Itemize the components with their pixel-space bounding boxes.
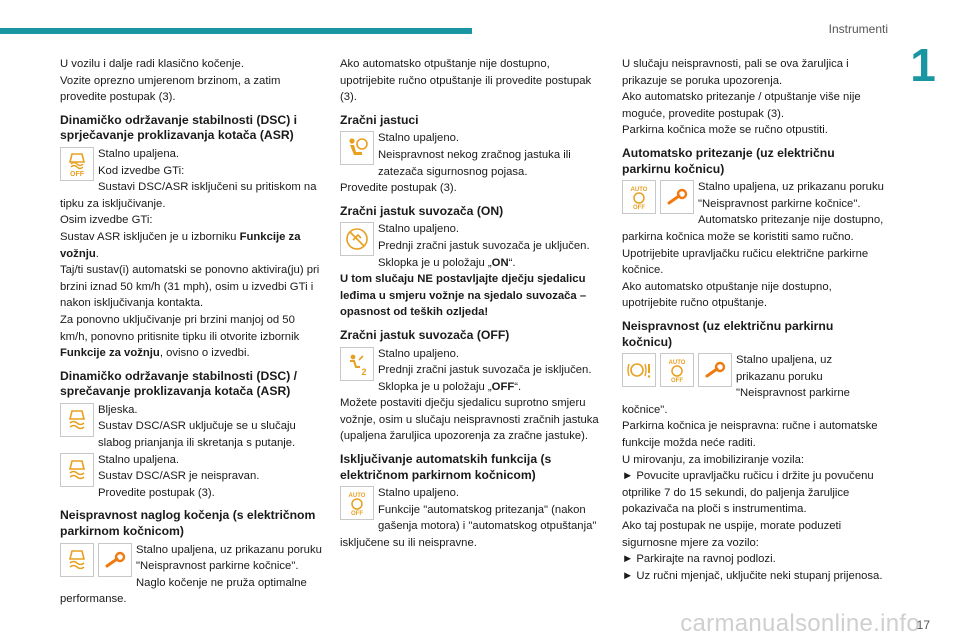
heading-passenger-airbag-off: Zračni jastuk suvozača (OFF) <box>340 327 510 342</box>
text-line: ► Povucite upravljačku ručicu i držite ju povučenu otprilike 7 do 15 sekundi, do paljenja žaruljice pokazivača na ploči s instrumentima. <box>622 470 874 516</box>
paragraph: Vozite oprezno umjerenom brzinom, a zatim provedite postupak (3). <box>60 74 281 104</box>
entry-airbags <box>340 130 606 196</box>
passenger-airbag-off-icon <box>340 347 374 381</box>
text-line: Provedite postupak (3). <box>98 486 215 499</box>
heading-passenger-airbag-on: Zračni jastuk suvozača (ON) <box>340 203 504 218</box>
text-span: Sklopka je u položaju „ <box>378 256 492 269</box>
text-line: Prednji zračni jastuk suvozača je uključen. <box>378 239 590 252</box>
text-span: “. <box>514 380 522 393</box>
entry-dsc-fault <box>60 452 324 502</box>
paragraph: Ako automatsko pritezanje / otpuštanje više nije moguće, provedite postupak (3). <box>622 91 861 120</box>
parking-brake-fault-icon <box>622 353 656 387</box>
bold-text: Funkcije za vožnju <box>60 230 301 260</box>
paragraph: U slučaju neispravnosti, pali se ova žaruljica i prikazuje se poruka upozorenja. <box>622 58 849 87</box>
text-span: Sustav ASR isključen je u izborniku <box>60 230 240 243</box>
text-line: Stalno upaljeno. <box>378 347 460 360</box>
text-line: Prednji zračni jastuk suvozača je isključen. <box>378 364 592 377</box>
wrench-icon <box>98 543 132 577</box>
text-line: Možete postaviti dječju sjedalicu suprotno smjeru vožnje, osim u slučaju neispravnosti zračnih jastuka (upaljena žaruljica upozorenja za zračne jastuke). <box>340 397 599 443</box>
text-line <box>340 379 606 396</box>
auto-label: AUTO <box>630 187 648 194</box>
text-line: Osim izvedbe GTi: <box>60 214 153 227</box>
heading-auto-functions-off: Isključivanje automatskih funkcija (s električnom parkirnom kočnicom) <box>340 452 552 482</box>
text-line: Funkcije "automatskog pritezanja" (nakon gašenja motora) i "automatskog otpuštanja" isključene su ili neispravne. <box>340 503 597 550</box>
text-line <box>60 229 324 262</box>
entry-auto-apply <box>622 179 884 312</box>
wrench-icon <box>660 180 694 214</box>
text-line <box>60 312 324 362</box>
header-accent-bar <box>0 28 472 34</box>
esp-off-icon <box>60 147 94 181</box>
esp-icon <box>60 453 94 487</box>
bold-text: Funkcije za vožnju <box>60 347 160 360</box>
text-span: Za ponovno uključivanje pri brzini manjoj od 50 km/h, ponovno pritisnite tipku ili otvorite izbornik <box>60 313 300 343</box>
esp-icon <box>60 403 94 437</box>
off-label: OFF <box>70 170 84 177</box>
wrench-icon <box>698 353 732 387</box>
text-line: Ako automatsko otpuštanje nije dostupno, upotrijebite ručno otpuštanje. <box>622 280 832 310</box>
off-label: OFF <box>671 378 683 384</box>
chapter-number: 1 <box>910 39 936 91</box>
section-title: Instrumenti <box>828 22 888 36</box>
warning-text <box>340 271 606 321</box>
text-line: Stalno upaljena, uz prikazanu poruku "Neispravnost parkirne kočnice". <box>136 543 322 573</box>
text-line: Kod izvedbe GTi: <box>98 164 185 177</box>
text-line: Stalno upaljeno. <box>378 132 460 145</box>
text-span: . <box>95 247 99 260</box>
bold-text: U tom slučaju NE postavljajte dječju sjedalicu leđima u smjeru vožnje na sjedalo suvozača – opasnost od teških ozljeda! <box>340 273 587 319</box>
text-line: Stalno upaljena. <box>98 147 180 160</box>
text-line: Sustav DSC/ASR je neispravan. <box>98 470 260 483</box>
text-line: Stalno upaljena, uz prikazanu poruku "Neispravnost parkirne kočnice". <box>622 354 850 416</box>
text-line: ► Uz ručni mjenjač, uključite neki stupanj prijenosa. <box>622 569 883 582</box>
text-span: , ovisno o izvedbi. <box>159 347 250 360</box>
text-line: Taj/ti sustav(i) automatski se ponovno aktivira(ju) pri brzini iznad 50 km/h (31 mph), osim u izvedbi GTi i nakon isključivanja kontakta. <box>60 264 320 310</box>
entry-parking-brake-fault <box>622 352 884 584</box>
auto-label: AUTO <box>348 493 366 500</box>
auto-brake-off-icon <box>340 486 374 520</box>
text-line: Neispravnost nekog zračnog jastuka ili zatezača sigurnosnog pojasa. <box>378 148 571 178</box>
page-number: 17 <box>916 618 930 632</box>
entry-passenger-airbag-on <box>340 221 606 321</box>
text-line: Sustavi DSC/ASR isključeni su pritiskom na tipku za isključivanje. <box>60 181 317 210</box>
text-line: Sustav DSC/ASR uključuje se u slučaju slabog prianjanja ili skretanja s putanje. <box>98 420 296 450</box>
column-1 <box>60 56 324 608</box>
entry-dsc-off <box>60 146 324 362</box>
column-3 <box>622 56 884 584</box>
text-line: Stalno upaljeno. <box>378 487 460 500</box>
auto-brake-off-icon <box>660 353 694 387</box>
entry-auto-functions-off <box>340 485 606 551</box>
text-line: Provedite postupak (3). <box>340 182 457 195</box>
watermark: carmanualsonline.info <box>680 610 920 637</box>
off-label: OFF <box>351 511 363 517</box>
bold-text: ON <box>491 256 509 269</box>
auto-brake-off-icon <box>622 180 656 214</box>
column-2 <box>340 56 606 552</box>
airbag-icon <box>340 131 374 165</box>
digit-label: 2 <box>361 366 367 377</box>
text-line: Upotrijebite upravljačku ručicu električne parkirne kočnice. <box>622 247 869 277</box>
entry-brake-fault <box>60 542 324 608</box>
text-span: “. <box>508 256 516 269</box>
text-line: Ako taj postupak ne uspije, morate poduzeti sigurnosne mjere za vozilo: <box>622 520 842 549</box>
text-line: Automatsko pritezanje nije dostupno, parkirna kočnica može se koristiti samo ručno. <box>622 214 884 243</box>
heading-auto-apply: Automatsko pritezanje (uz električnu parkirnu kočnicu) <box>622 145 835 176</box>
text-line: Naglo kočenje ne pruža optimalne performanse. <box>60 576 307 606</box>
text-line: Stalno upaljeno. <box>378 223 460 236</box>
paragraph: Parkirna kočnica može se ručno otpustiti. <box>622 124 828 137</box>
passenger-airbag-on-icon <box>340 222 374 256</box>
bold-text: OFF <box>491 380 515 393</box>
heading-parking-brake-fault: Neispravnost (uz električnu parkirnu kočnicu) <box>622 318 834 349</box>
esp-icon <box>60 543 94 577</box>
text-line: U mirovanju, za imobiliziranje vozila: <box>622 453 805 466</box>
entry-dsc-blink <box>60 402 324 452</box>
text-line: Stalno upaljena, uz prikazanu poruku "Neispravnost parkirne kočnice". <box>698 181 884 210</box>
text-line: Bljeska. <box>98 403 138 416</box>
text-line: Parkirna kočnica je neispravna: ručne i automatske funkcije možda neće raditi. <box>622 420 878 450</box>
heading-airbags: Zračni jastuci <box>340 112 419 127</box>
off-label: OFF <box>633 205 645 211</box>
text-line: Stalno upaljena. <box>98 453 180 466</box>
text-span: Sklopka je u položaju „ <box>378 380 492 393</box>
paragraph: Ako automatsko otpuštanje nije dostupno, upotrijebite ručno otpuštanje ili provedite postupak (3). <box>340 58 592 104</box>
heading-brake-fault: Neispravnost naglog kočenja (s električnom parkirnom kočnicom) <box>60 508 316 539</box>
auto-label: AUTO <box>668 360 686 367</box>
entry-passenger-airbag-off <box>340 346 606 446</box>
paragraph: U vozilu i dalje radi klasično kočenje. <box>60 58 244 70</box>
heading-dsc-off: Dinamičko održavanje stabilnosti (DSC) i sprječavanje proklizavanja kotača (ASR) <box>60 112 298 143</box>
heading-dsc: Dinamičko održavanje stabilnosti (DSC) / sprečavanje proklizavanja kotača (ASR) <box>60 368 298 399</box>
text-line <box>340 255 606 272</box>
text-line: ► Parkirajte na ravnoj podlozi. <box>622 553 776 566</box>
